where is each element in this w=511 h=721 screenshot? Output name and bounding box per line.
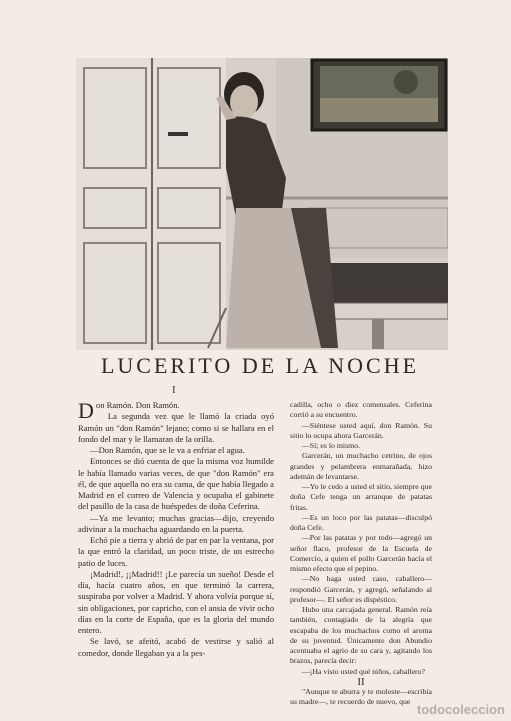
drop-cap: D xyxy=(78,398,94,423)
paragraph: —No haga usted caso, caballero—respondió Garcerán, y agregó, señalando al profesor—. El señor es dispéstico. xyxy=(290,574,432,604)
paragraph: —Es un loco por las patatas—disculpó doña Cefe. xyxy=(290,512,432,532)
illustration-woman-at-door xyxy=(76,58,448,350)
paragraph: —Por las patatas y por todo—agregó un señor flaco, profesor de la Escuela de Comercio, a quien el pollo Garcerán hacía el mismo efecto que el pepino. xyxy=(290,533,432,573)
paragraph: Se lavó, se afeitó, acabó de vestirse y salió al comedor, donde llegaban ya a la pes- xyxy=(78,636,274,658)
left-text-column xyxy=(78,400,274,659)
story-illustration xyxy=(76,58,448,350)
paragraph: —Ya me levanto; muchas gracias—dijo, creyendo adivinar a la muchacha aguardando en la puerta. xyxy=(78,512,274,534)
paragraph: —Don Ramón, que se le va a enfriar el agua. xyxy=(90,445,245,455)
paragraph: ¡Madrid!, ¡¡Madrid!! ¡Le parecía un sueño! Desde el día, hacía cuatro años, en que terminó la carrera, suspiraba por volver a Madrid. Y ahora volvía porque sí, sin obligaciones, por capricho, con el ansia de vivir ocho días en la corte de España, que es la gloria del mundo entero. xyxy=(78,568,274,635)
paragraph xyxy=(78,398,274,423)
paragraph: —Yo le cedo a usted el sitio, siempre que doña Cefe tenga un arranque de patatas fritas. xyxy=(290,482,432,512)
chapter-number-one: I xyxy=(172,384,176,396)
story-title: LUCERITO DE LA NOCHE xyxy=(100,353,420,378)
chapter-number-two: II xyxy=(357,675,365,688)
paragraph: La segunda vez que le llamó la criada oyó Ramón un "don Ramón" lejano; como si se hallara en el fondo del mar y le llamaran de la orilla. xyxy=(78,411,274,444)
paragraph: —Sí; es lo mismo. xyxy=(302,441,361,450)
paragraph: "Aunque te aburra y te moleste—escribía su madre—, te recuerdo de nuevo, que xyxy=(290,687,432,707)
paragraph: Entonces se dió cuenta de que la misma voz humilde le había llamado varias veces, de que "don Ramón" era él, de que aquella no era su cama, de que había llegado a Madrid en el correo de Valencia y ocupaba el gabinete del pasillo de la casa de huéspedes de doña Ceferina. xyxy=(78,456,274,512)
paragraph: Hubo una carcajada general. Ramón reía también, contagiado de la alegría que escapaba de los muchachos como el aroma de su juventud. Únicamente don Abundio acentuaba el agrio de su cara y, agitando los brazos, parecía decir: xyxy=(290,605,432,666)
right-text-column xyxy=(290,400,432,708)
paragraph: cadilla, ocho o diez comensales. Ceferina corrió a su encuentro. xyxy=(290,400,432,420)
paragraph: Echó pie a tierra y abrió de par en par la ventana, por la que entró la claridad, un poco triste, de un estrecho patio de luces. xyxy=(78,535,274,568)
paragraph: Garcerán, un muchacho cetrino, de ojos grandes y pelambrera enmarañada, hizo ademán de levantarse. xyxy=(290,451,432,481)
paragraph: —Siéntese usted aquí, don Ramón. Su sitio lo ocupa ahora Garcerán. xyxy=(290,420,432,440)
paragraph: —¡Ha visto usted qué niños, caballero? xyxy=(302,666,425,676)
watermark-logo: todocoleccion xyxy=(416,702,505,717)
paragraph-text: on Ramón. Don Ramón. xyxy=(95,400,180,410)
